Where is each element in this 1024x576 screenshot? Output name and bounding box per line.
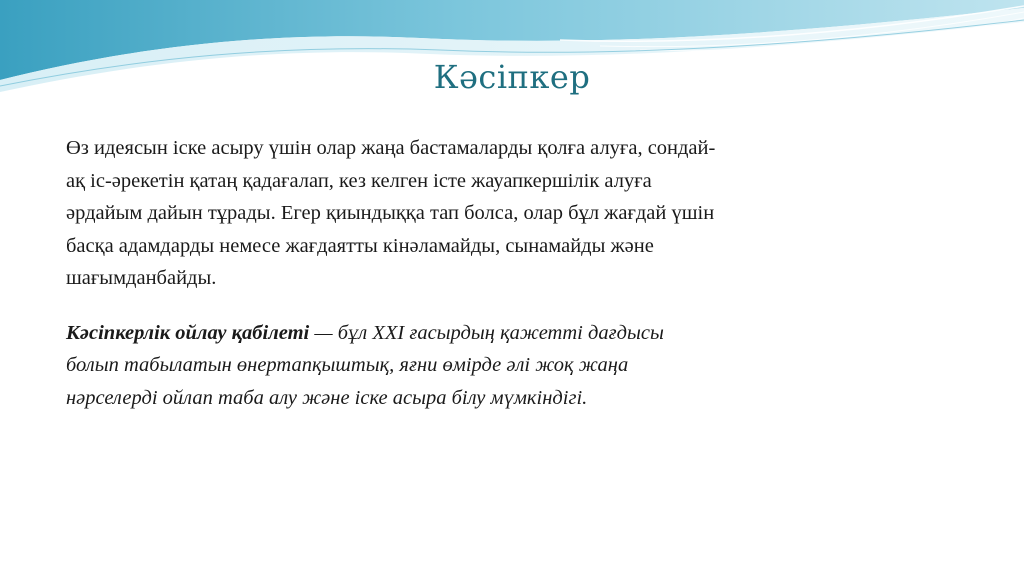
paragraph-entrepreneur-description	[66, 132, 886, 295]
paragraph2-line: нәрселерді ойлап таба алу және іске асыра білу мүмкіндігі.	[66, 386, 588, 409]
paragraph1-line: ақ іс-әрекетін қатаң қадағалап, кез келген істе жауапкершілік алуға	[66, 169, 652, 192]
paragraph1-line: шағымданбайды.	[66, 267, 217, 289]
paragraph1-line: әрдайым дайын тұрады. Егер қиындыққа тап болса, олар бұл жағдай үшін	[66, 202, 715, 224]
paragraph2-line: болып табылатын өнертапқыштық, яғни өмірде әлі жоқ жаңа	[66, 354, 629, 376]
paragraph1-line: басқа адамдарды немесе жағдаятты кінәламайды, сынамайды және	[66, 234, 654, 257]
paragraph-thinking-ability	[66, 317, 886, 415]
slide-title: Кәсіпкер	[433, 58, 591, 96]
paragraph2-first-line	[66, 317, 886, 350]
slide-body	[66, 132, 886, 414]
paragraph1-line: Өз идеясын іске асыру үшін олар жаңа бастамаларды қолға алуға, сондай-	[66, 137, 716, 159]
paragraph2-line-rest: — бұл XXI ғасырдың қажетті дағдысы	[309, 321, 664, 344]
key-term: Кәсіпкерлік ойлау қабілеті	[66, 321, 310, 344]
